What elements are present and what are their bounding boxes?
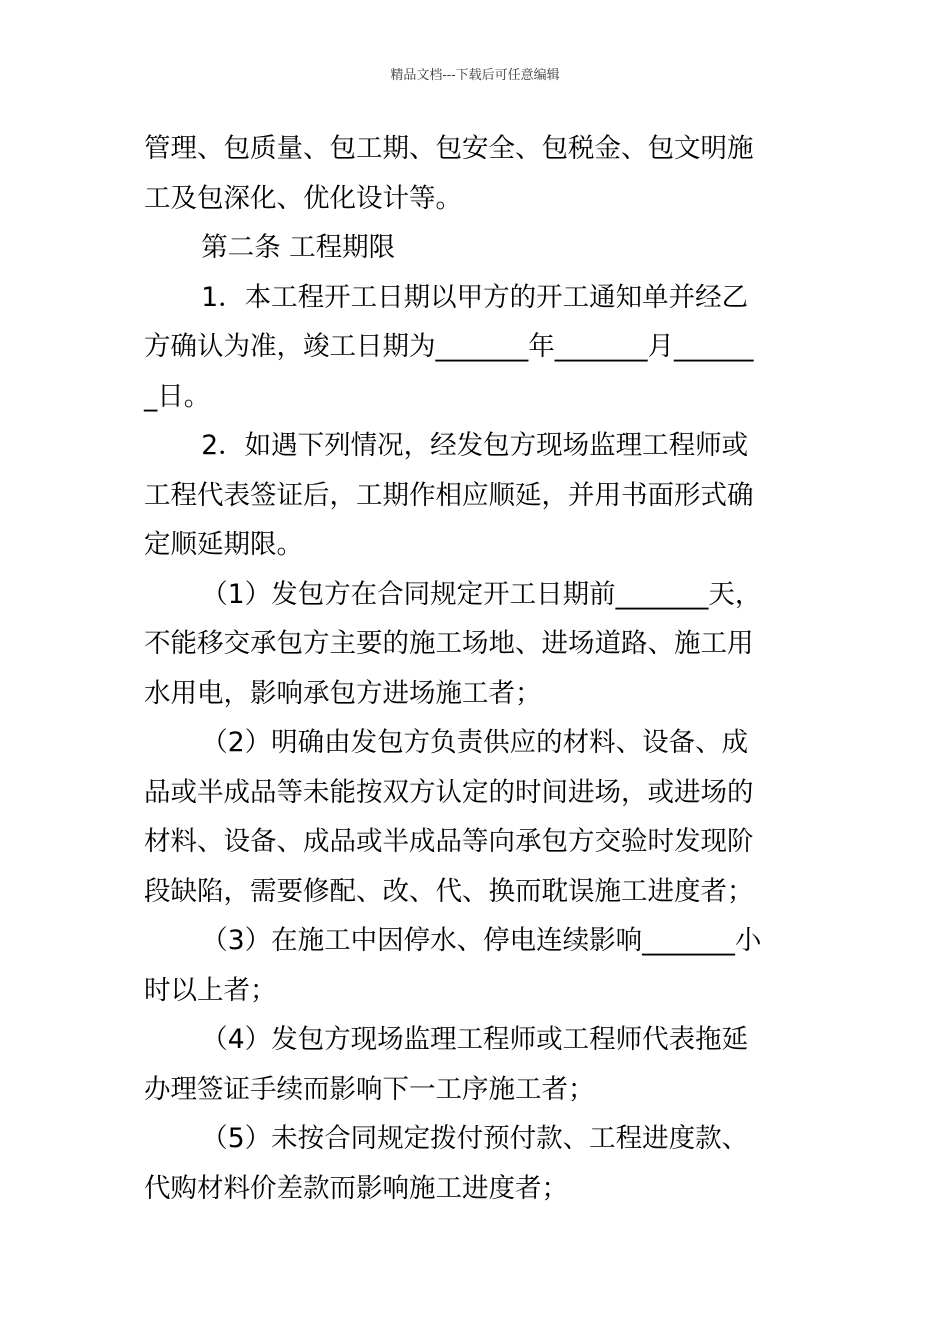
text-line: 工程代表签证后，工期作相应顺延，并用书面形式确	[144, 479, 754, 511]
text-line: 方确认为准，竣工日期为_______年_______月______	[144, 331, 754, 362]
text-line: （5）未按合同规定拨付预付款、工程进度款、	[201, 1123, 749, 1154]
text-line: 段缺陷，需要修配、改、代、换而耽误施工进度者；	[144, 875, 754, 907]
page-header: 精品文档---下载后可任意编辑	[390, 68, 560, 83]
text-line: 办理签证手续而影响下一工序施工者；	[144, 1073, 595, 1105]
text-line: （1）发包方在合同规定开工日期前_______天，	[201, 578, 762, 610]
text-line: 品或半成品等未能按双方认定的时间进场，或进场的	[144, 776, 754, 808]
text-line: 管理、包质量、包工期、包安全、包税金、包文明施	[144, 133, 754, 164]
text-line: _日。	[144, 380, 211, 412]
text-line: 定顺延期限。	[144, 529, 303, 560]
text-line: （3）在施工中因停水、停电连续影响_______小	[201, 925, 762, 956]
text-line: 不能移交承包方主要的施工场地、进场道路、施工用	[144, 628, 754, 659]
text-line: 材料、设备、成品或半成品等向承包方交验时发现阶	[144, 826, 754, 857]
text-line: （2）明确由发包方负责供应的材料、设备、成	[201, 727, 749, 758]
text-line: 2．如遇下列情况，经发包方现场监理工程师或	[201, 430, 749, 461]
text-line: 时以上者；	[144, 974, 277, 1006]
text-line: （4）发包方现场监理工程师或工程师代表拖延	[201, 1024, 749, 1055]
text-line: 1．本工程开工日期以甲方的开工通知单并经乙	[201, 281, 749, 313]
document-body	[144, 124, 808, 1213]
text-line: 工及包深化、优化设计等。	[144, 182, 462, 214]
text-line: 第二条 工程期限	[201, 232, 396, 263]
text-line: 水用电，影响承包方进场施工者；	[144, 677, 542, 709]
text-line: 代购材料价差款而影响施工进度者；	[144, 1172, 568, 1204]
